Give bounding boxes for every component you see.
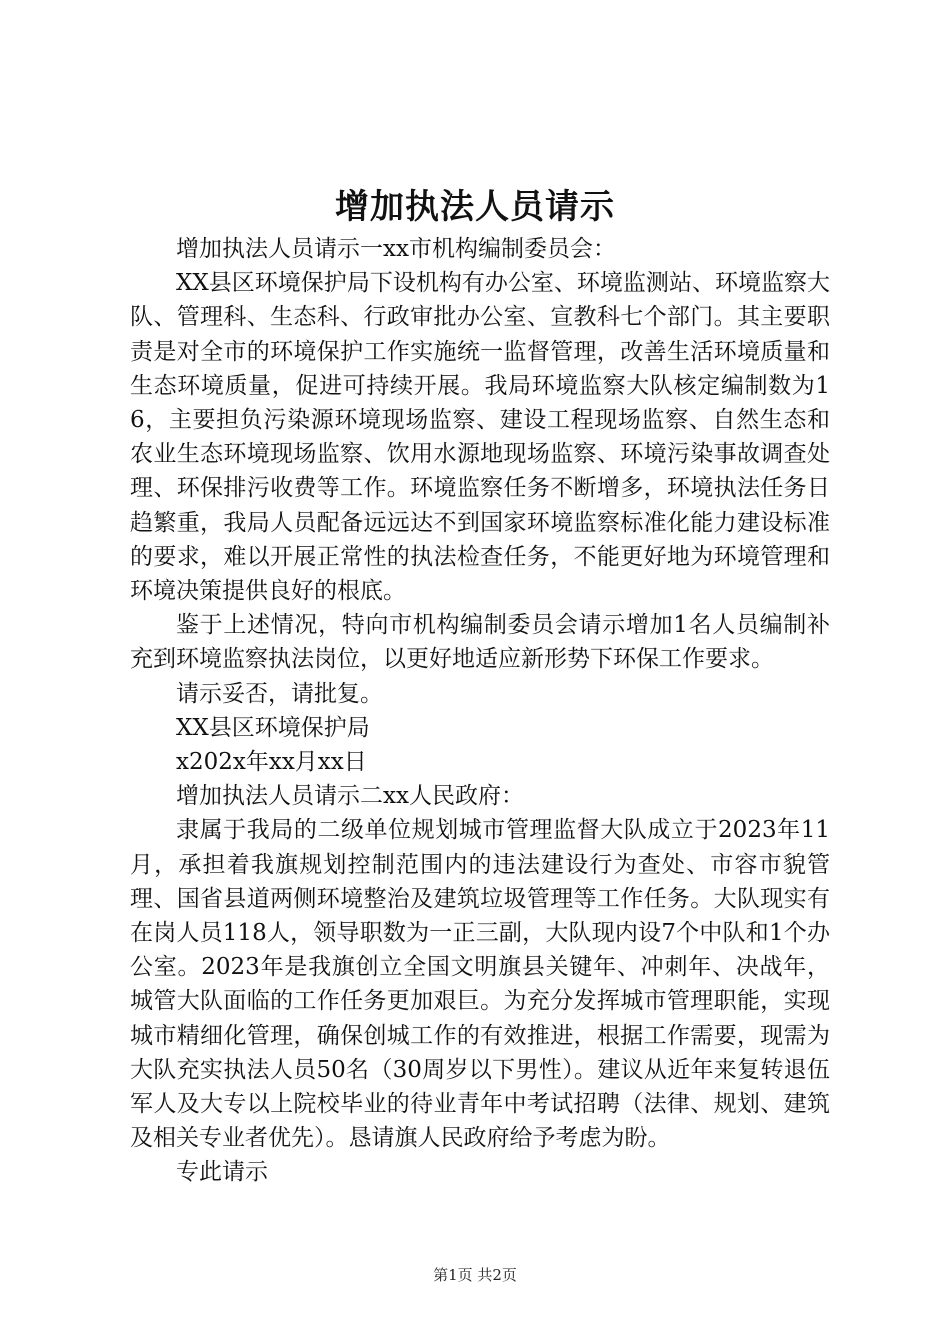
paragraph-approval-request: 请示妥否，请批复。: [176, 680, 383, 707]
paragraph-urban-management-description: 隶属于我局的二级单位规划城市管理监督大队成立于2023年11月，承担着我旗规划控制范围内的违法建设行为查处、市容市貌管理、国省县道两侧环境整治及建筑垃圾管理等工作任务。大队现实有在岗人员118人，领导职数为一正三副，大队现内设7个中队和1个办公室。2023年是我旗创立全国文明旗县关键年、冲刺年、决战年，城管大队面临的工作任务更加艰巨。为充分发挥城市管理职能，实现城市精细化管理，确保创城工作的有效推进，根据工作需要，现需为大队充实执法人员50名（30周岁以下男性）。建议从近年来复转退伍军人及大专以上院校毕业的待业青年中考试招聘（法律、规划、建筑及相关专业者优先）。恳请旗人民政府给予考虑为盼。: [130, 817, 830, 1152]
paragraph-request-1: 鉴于上述情况，特向市机构编制委员会请示增加1名人员编制补充到环境监察执法岗位，以更好地适应新形势下环保工作要求。: [130, 612, 830, 673]
document-body: [130, 232, 830, 1190]
page-footer: 第1页 共2页: [433, 1266, 517, 1284]
paragraph-environment-bureau-description: XX县区环境保护局下设机构有办公室、环境监测站、环境监察大队、管理科、生态科、行政审批办公室、宣教科七个部门。其主要职责是对全市的环境保护工作实施统一监督管理，改善生活环境质量和生态环境质量，促进可持续开展。我局环境监察大队核定编制数为16，主要担负污染源环境现场监察、建设工程现场监察、自然生态和农业生态环境现场监察、饮用水源地现场监察、环境污染事故调查处理、环保排污收费等工作。环境监察任务不断增多，环境执法任务日趋繁重，我局人员配备远远达不到国家环境监察标准化能力建设标准的要求，难以开展正常性的执法检查任务，不能更好地为环境管理和环境决策提供良好的根底。: [130, 270, 830, 605]
paragraph-date: x202x年xx月xx日: [176, 749, 367, 776]
paragraph-salutation-2: 增加执法人员请示二xx人民政府：: [176, 783, 524, 810]
paragraph-salutation-1: 增加执法人员请示一xx市机构编制委员会：: [176, 236, 616, 262]
paragraph-closing: 专此请示: [176, 1159, 268, 1186]
paragraph-signatory: XX县区环境保护局: [176, 714, 370, 741]
document-title: 增加执法人员请示: [335, 187, 615, 227]
